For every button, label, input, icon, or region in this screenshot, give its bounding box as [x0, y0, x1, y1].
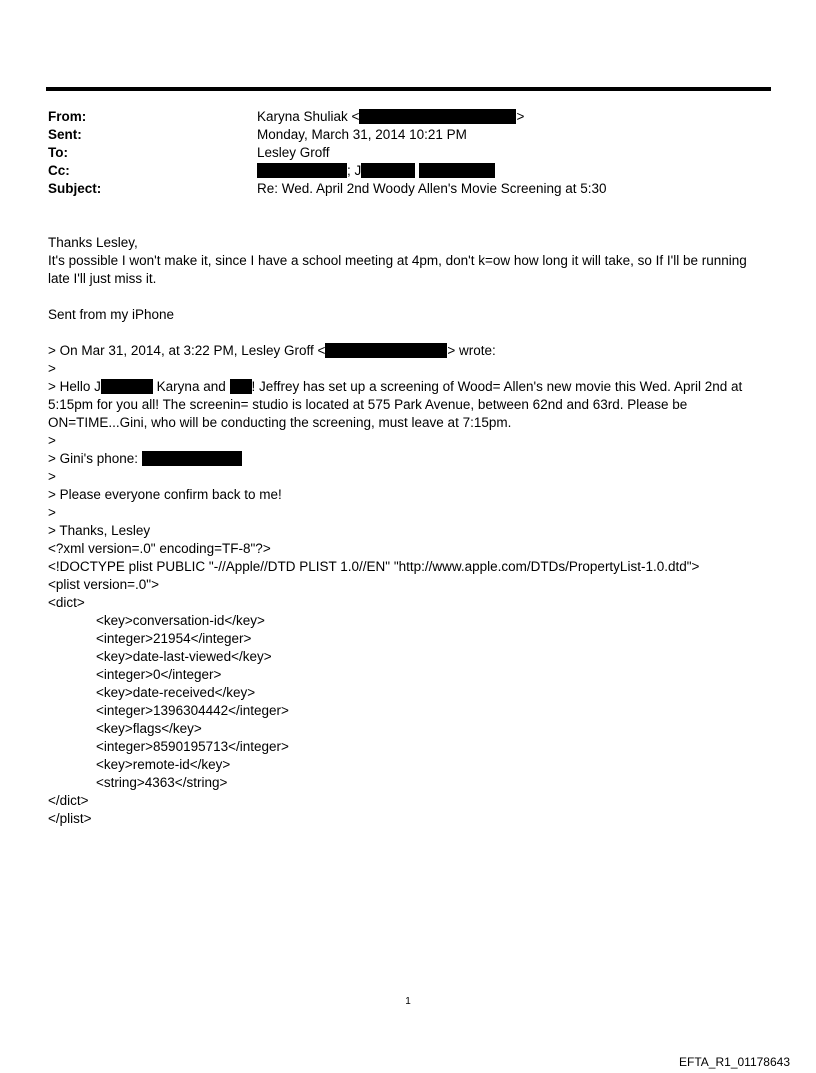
hello-name: Karyna and — [156, 379, 226, 394]
plist-line: <integer>21954</integer> — [96, 631, 252, 646]
quote-marker: > — [48, 505, 56, 520]
page-number: 1 — [405, 996, 411, 1007]
redaction-box — [142, 451, 242, 466]
hello-paragraph — [48, 378, 763, 432]
redaction-box — [257, 163, 347, 178]
plist-line: <string>4363</string> — [96, 775, 228, 790]
subject-label: Subject: — [48, 181, 102, 196]
sent-value: Monday, March 31, 2014 10:21 PM — [257, 127, 467, 142]
cc-label: Cc: — [48, 163, 70, 178]
from-value — [257, 108, 524, 126]
plist-line: <?xml version=.0" encoding=TF-8"?> — [48, 541, 271, 556]
header-rule — [46, 87, 771, 91]
thanks-line: > Thanks, Lesley — [48, 523, 151, 538]
hello-rest: ! Jeffrey has set up a screening of Wood= Allen's new movie this Wed. April 2nd at 5:15pm for you all! The screenin= studio is located at 575 Park Avenue, between 62nd and 63rd. Please be ON=TIME...Gini, who will be conducting the screening, must leave at 7:15pm. — [48, 379, 743, 430]
to-label: To: — [48, 145, 68, 160]
confirm-line: > Please everyone confirm back to me! — [48, 487, 282, 502]
quote-marker: > — [48, 361, 56, 376]
plist-line: <key>date-received</key> — [96, 685, 256, 700]
plist-line: <key>conversation-id</key> — [96, 613, 265, 628]
subject-value: Re: Wed. April 2nd Woody Allen's Movie Screening at 5:30 — [257, 181, 607, 196]
phone-line — [48, 450, 763, 468]
to-value: Lesley Groff — [257, 145, 330, 160]
redaction-box — [359, 109, 516, 124]
quote-intro-text: > On Mar 31, 2014, at 3:22 PM, Lesley Groff < — [48, 343, 326, 358]
plist-line: <integer>8590195713</integer> — [96, 739, 289, 754]
signature: Sent from my iPhone — [48, 307, 175, 322]
redaction-box — [230, 379, 252, 394]
cc-value — [257, 162, 495, 180]
plist-line: </plist> — [48, 811, 92, 826]
reply-paragraph: It's possible I won't make it, since I have a school meeting at 4pm, don't k=ow how long it will take, so If I'll be running late I'll just miss it. — [48, 253, 747, 286]
plist-line: <key>date-last-viewed</key> — [96, 649, 272, 664]
quote-intro — [48, 342, 763, 360]
email-body — [48, 234, 763, 828]
document-id: EFTA_R1_01178643 — [679, 1055, 790, 1069]
redaction-box — [325, 343, 447, 358]
hello-text: > Hello J — [48, 379, 101, 394]
redaction-box — [101, 379, 153, 394]
plist-line: </dict> — [48, 793, 89, 808]
from-label: From: — [48, 109, 87, 124]
greeting: Thanks Lesley, — [48, 235, 138, 250]
plist-line: <!DOCTYPE plist PUBLIC "-//Apple//DTD PLIST 1.0//EN" "http://www.apple.com/DTDs/PropertyList-1.0.dtd"> — [48, 559, 700, 574]
quote-intro-end: > wrote: — [447, 343, 496, 358]
quote-marker: > — [48, 469, 56, 484]
plist-line: <integer>1396304442</integer> — [96, 703, 289, 718]
plist-line: <key>remote-id</key> — [96, 757, 231, 772]
from-name: Karyna Shuliak < — [257, 109, 360, 124]
plist-line: <key>flags</key> — [96, 721, 202, 736]
from-end: > — [516, 109, 525, 124]
sent-label: Sent: — [48, 127, 82, 142]
plist-line: <plist version=.0"> — [48, 577, 159, 592]
plist-line: <integer>0</integer> — [96, 667, 222, 682]
cc-separator: ; J — [347, 163, 362, 178]
redaction-box — [419, 163, 495, 178]
phone-label: > Gini's phone: — [48, 451, 139, 466]
redaction-box — [361, 163, 415, 178]
quote-marker: > — [48, 433, 56, 448]
plist-line: <dict> — [48, 595, 85, 610]
